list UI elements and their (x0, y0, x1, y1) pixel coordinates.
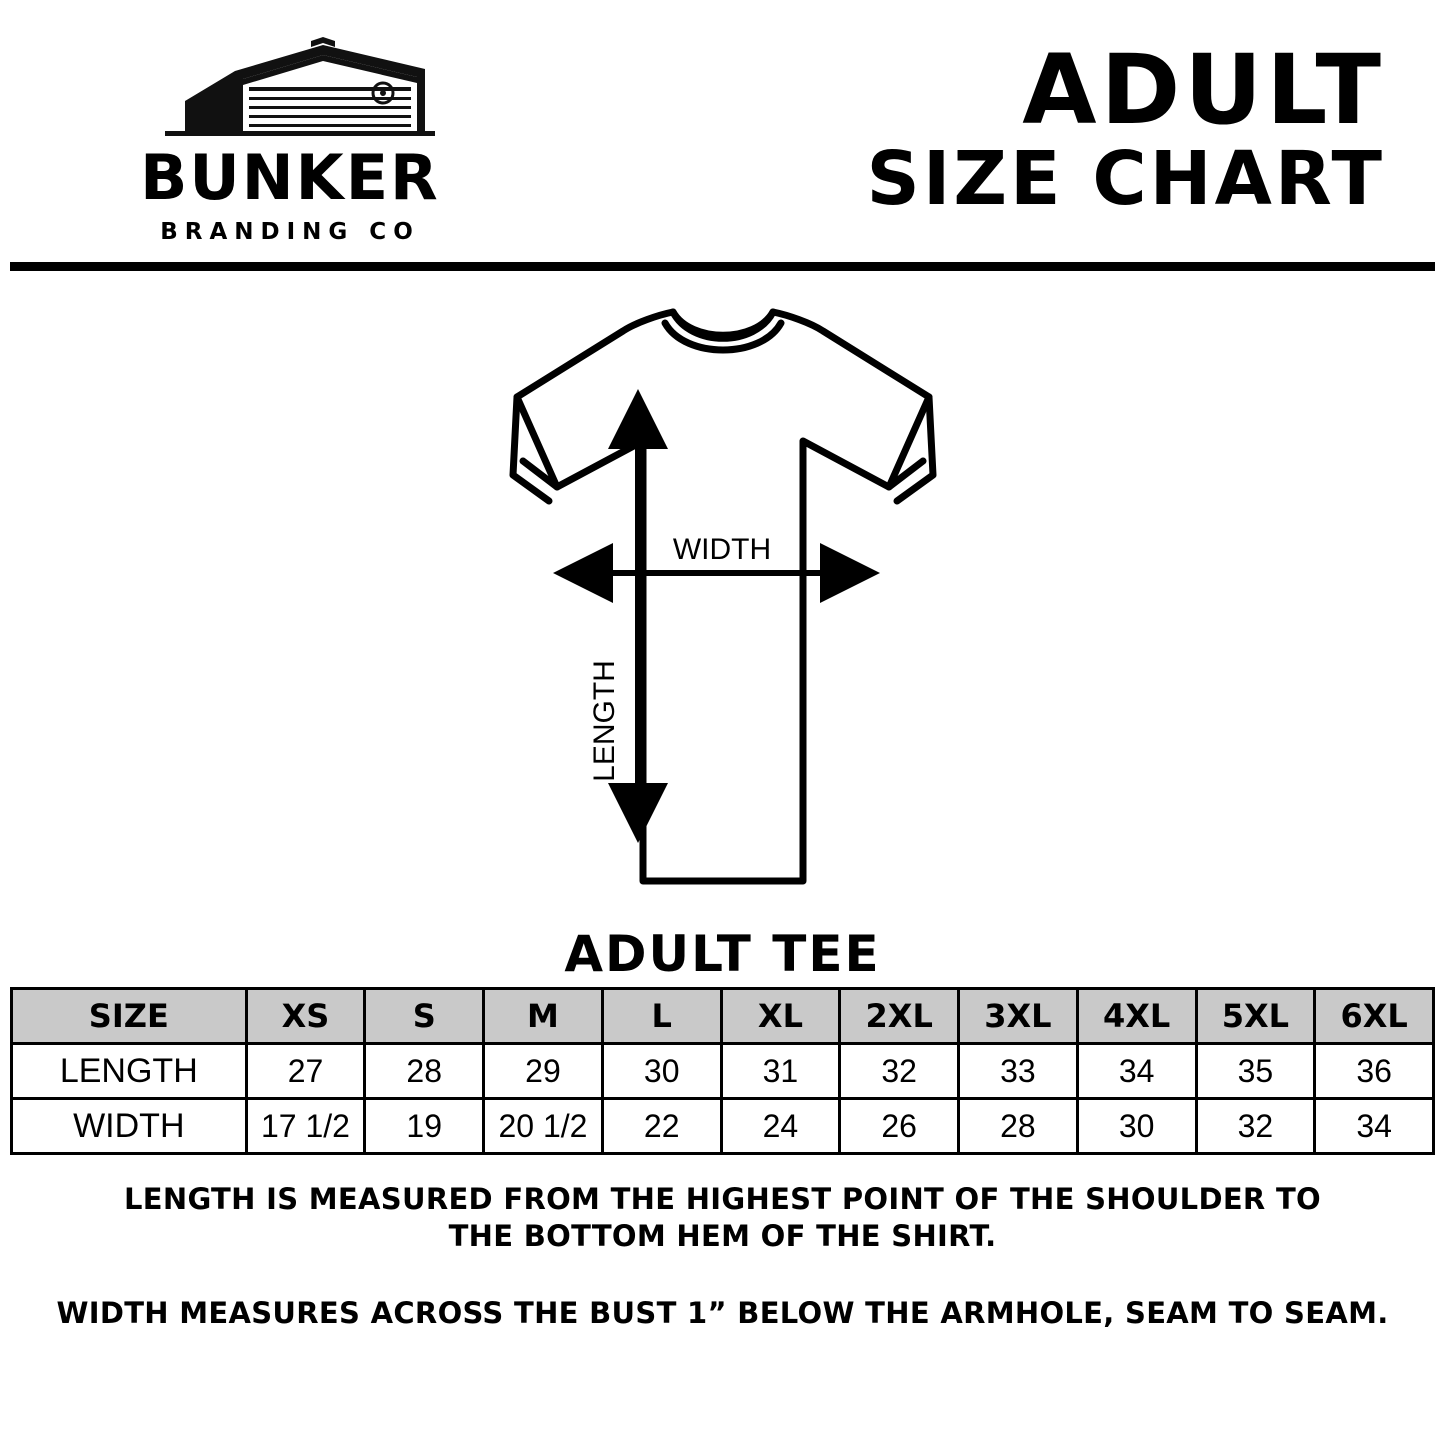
size-table-wrap (10, 987, 1435, 1155)
cell-length-s: 28 (365, 1044, 484, 1099)
shirt-caption: ADULT TEE (564, 925, 881, 983)
page-title (866, 34, 1405, 223)
cell-length-2xl: 32 (840, 1044, 959, 1099)
cell-length-3xl: 33 (959, 1044, 1078, 1099)
cell-width-3xl: 28 (959, 1099, 1078, 1154)
shirt-diagram (0, 301, 1445, 983)
length-label: LENGTH (588, 660, 621, 782)
table-row (12, 1099, 1434, 1154)
cell-width-4xl: 30 (1077, 1099, 1196, 1154)
page-header (0, 0, 1445, 262)
cell-length-xl: 31 (721, 1044, 840, 1099)
cell-width-xl: 24 (721, 1099, 840, 1154)
cell-width-m: 20 1/2 (484, 1099, 603, 1154)
width-label: WIDTH (672, 533, 772, 566)
cell-width-xs: 17 1/2 (246, 1099, 365, 1154)
col-3xl: 3XL (959, 989, 1078, 1044)
brand-logo (60, 17, 520, 245)
bunker-building-icon (125, 31, 455, 151)
col-xs: XS (246, 989, 365, 1044)
size-chart-table (10, 987, 1435, 1155)
title-line-2: SIZE CHART (866, 136, 1385, 223)
footnotes (0, 1181, 1445, 1332)
col-l: L (602, 989, 721, 1044)
header-divider (10, 262, 1435, 271)
cell-length-5xl: 35 (1196, 1044, 1315, 1099)
cell-width-l: 22 (602, 1099, 721, 1154)
note-length-line-2: THE BOTTOM HEM OF THE SHIRT. (448, 1219, 997, 1254)
col-2xl: 2XL (840, 989, 959, 1044)
cell-length-l: 30 (602, 1044, 721, 1099)
measurement-arrows (0, 301, 1445, 921)
title-line-1: ADULT (1022, 34, 1385, 147)
col-m: M (484, 989, 603, 1044)
cell-width-s: 19 (365, 1099, 484, 1154)
cell-length-6xl: 36 (1315, 1044, 1434, 1099)
row-label-length: LENGTH (12, 1044, 247, 1099)
cell-length-xs: 27 (246, 1044, 365, 1099)
table-header-row (12, 989, 1434, 1044)
cell-length-4xl: 34 (1077, 1044, 1196, 1099)
cell-width-6xl: 34 (1315, 1099, 1434, 1154)
note-width: WIDTH MEASURES ACROSS THE BUST 1” BELOW THE ARMHOLE, SEAM TO SEAM. (56, 1296, 1389, 1331)
col-6xl: 6XL (1315, 989, 1434, 1044)
col-size: SIZE (12, 989, 247, 1044)
col-5xl: 5XL (1196, 989, 1315, 1044)
cell-length-m: 29 (484, 1044, 603, 1099)
col-xl: XL (721, 989, 840, 1044)
cell-width-5xl: 32 (1196, 1099, 1315, 1154)
table-row (12, 1044, 1434, 1099)
brand-tagline: BRANDING CO (160, 219, 420, 245)
note-length-line-1: LENGTH IS MEASURED FROM THE HIGHEST POINT OF THE SHOULDER TO (124, 1182, 1321, 1216)
cell-width-2xl: 26 (840, 1099, 959, 1154)
col-s: S (365, 989, 484, 1044)
row-label-width: WIDTH (12, 1099, 247, 1154)
col-4xl: 4XL (1077, 989, 1196, 1044)
brand-name: BUNKER (140, 141, 440, 214)
